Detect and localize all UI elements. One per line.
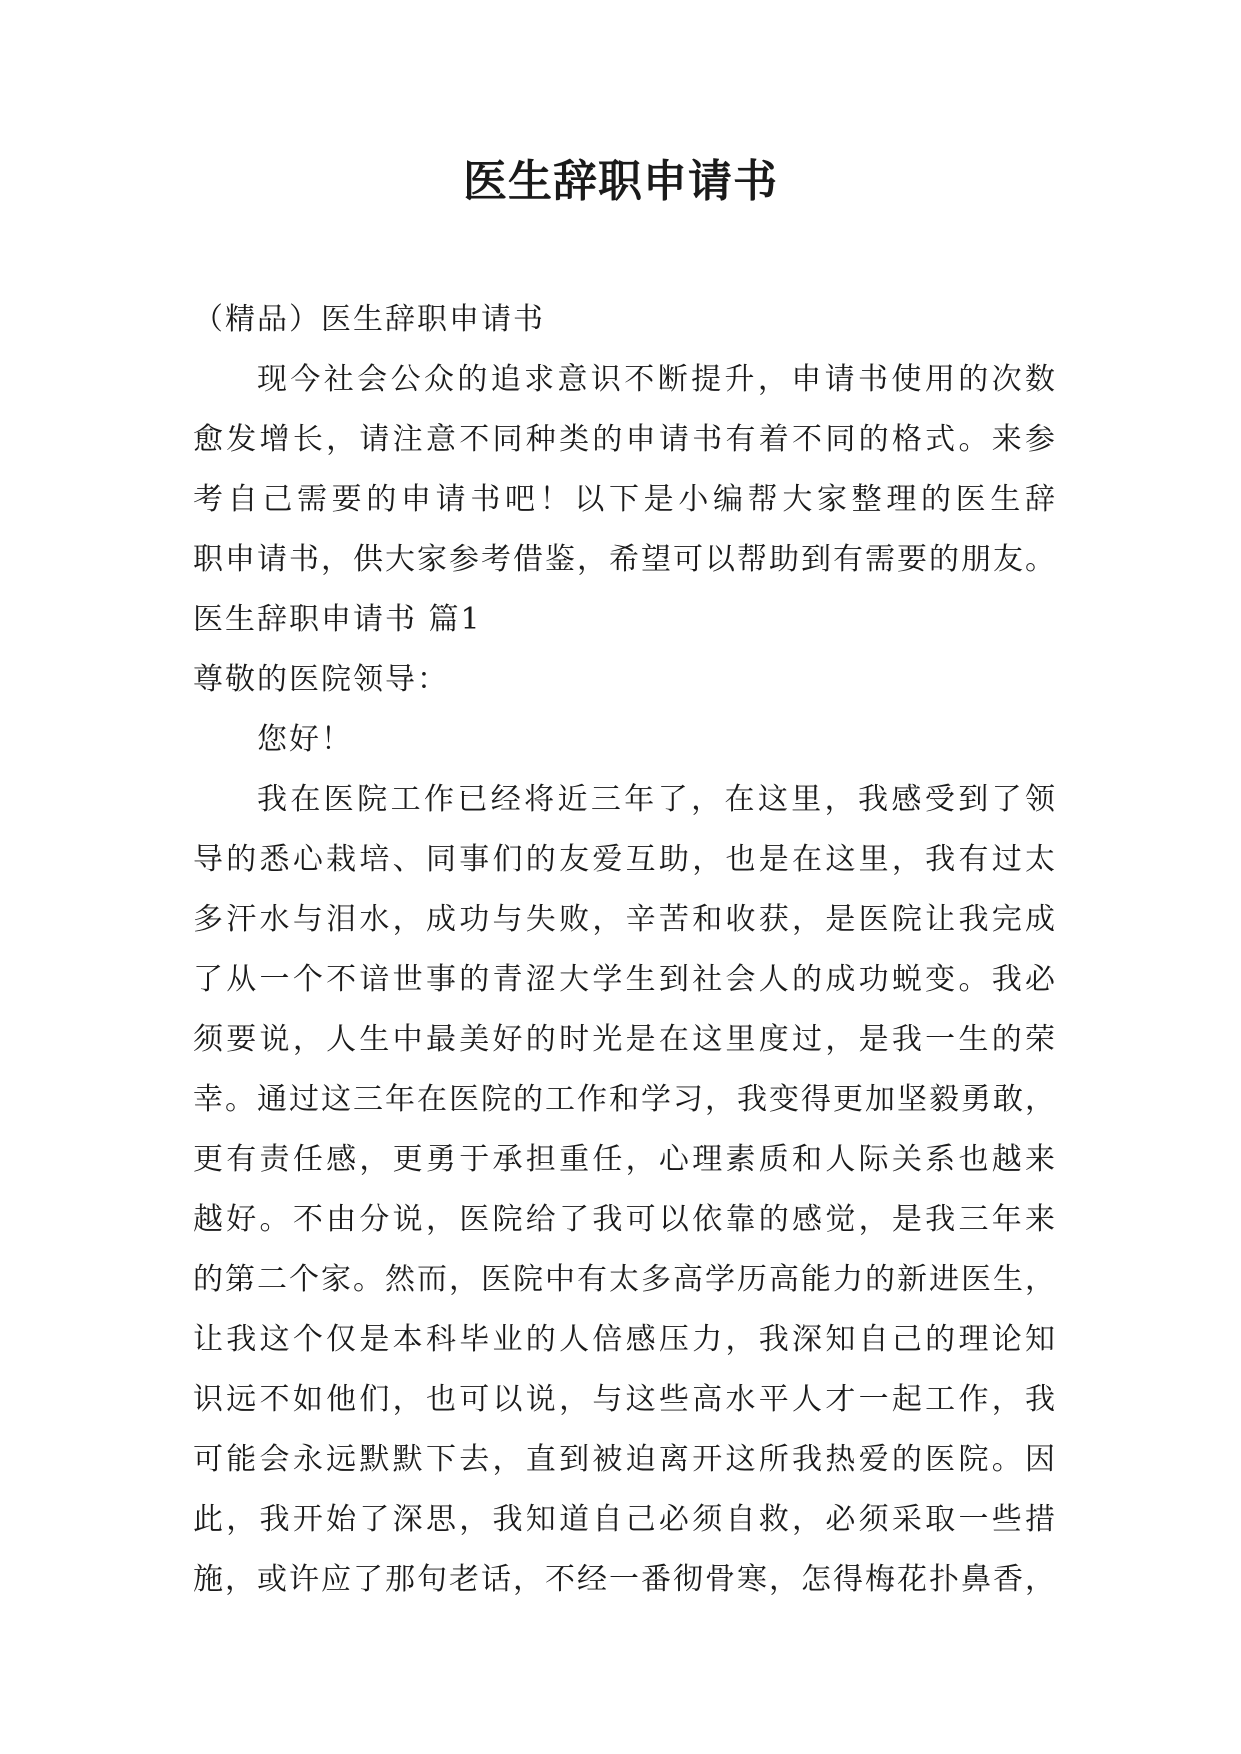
text-line: 施，或许应了那句老话，不经一番彻骨寒，怎得梅花扑鼻香， — [193, 1562, 1055, 1597]
text-line: 您好！ — [257, 722, 353, 757]
text-line: 了从一个不谙世事的青涩大学生到社会人的成功蜕变。我必 — [193, 962, 1055, 997]
text-line: 尊敬的医院领导： — [193, 662, 449, 697]
text-line: （精品）医生辞职申请书 — [193, 302, 545, 337]
text-line: 的第二个家。然而，医院中有太多高学历高能力的新进医生， — [193, 1262, 1055, 1297]
text-line: 现今社会公众的追求意识不断提升，申请书使用的次数 — [257, 362, 1055, 397]
text-line: 导的悉心栽培、同事们的友爱互助，也是在这里，我有过太 — [193, 842, 1055, 877]
text-line: 越好。不由分说，医院给了我可以依靠的感觉，是我三年来 — [193, 1202, 1055, 1237]
text-line: 此，我开始了深思，我知道自己必须自救，必须采取一些措 — [193, 1502, 1055, 1537]
document-title: 医生辞职申请书 — [463, 156, 778, 207]
text-line: 职申请书，供大家参考借鉴，希望可以帮助到有需要的朋友。 — [193, 542, 1055, 577]
text-line: 可能会永远默默下去，直到被迫离开这所我热爱的医院。因 — [193, 1442, 1055, 1477]
text-line: 让我这个仅是本科毕业的人倍感压力，我深知自己的理论知 — [193, 1322, 1055, 1357]
text-line: 识远不如他们，也可以说，与这些高水平人才一起工作，我 — [193, 1382, 1055, 1417]
text-line: 多汗水与泪水，成功与失败，辛苦和收获，是医院让我完成 — [193, 902, 1055, 937]
text-line: 考自己需要的申请书吧！以下是小编帮大家整理的医生辞 — [193, 482, 1055, 517]
text-line: 须要说，人生中最美好的时光是在这里度过，是我一生的荣 — [193, 1022, 1055, 1057]
text-line: 更有责任感，更勇于承担重任，心理素质和人际关系也越来 — [193, 1142, 1055, 1177]
text-line: 医生辞职申请书 篇1 — [193, 602, 482, 637]
text-line: 我在医院工作已经将近三年了，在这里，我感受到了领 — [257, 782, 1055, 817]
text-line: 愈发增长，请注意不同种类的申请书有着不同的格式。来参 — [193, 422, 1055, 457]
text-line: 幸。通过这三年在医院的工作和学习，我变得更加坚毅勇敢， — [193, 1082, 1055, 1117]
document-body — [193, 290, 1055, 1610]
